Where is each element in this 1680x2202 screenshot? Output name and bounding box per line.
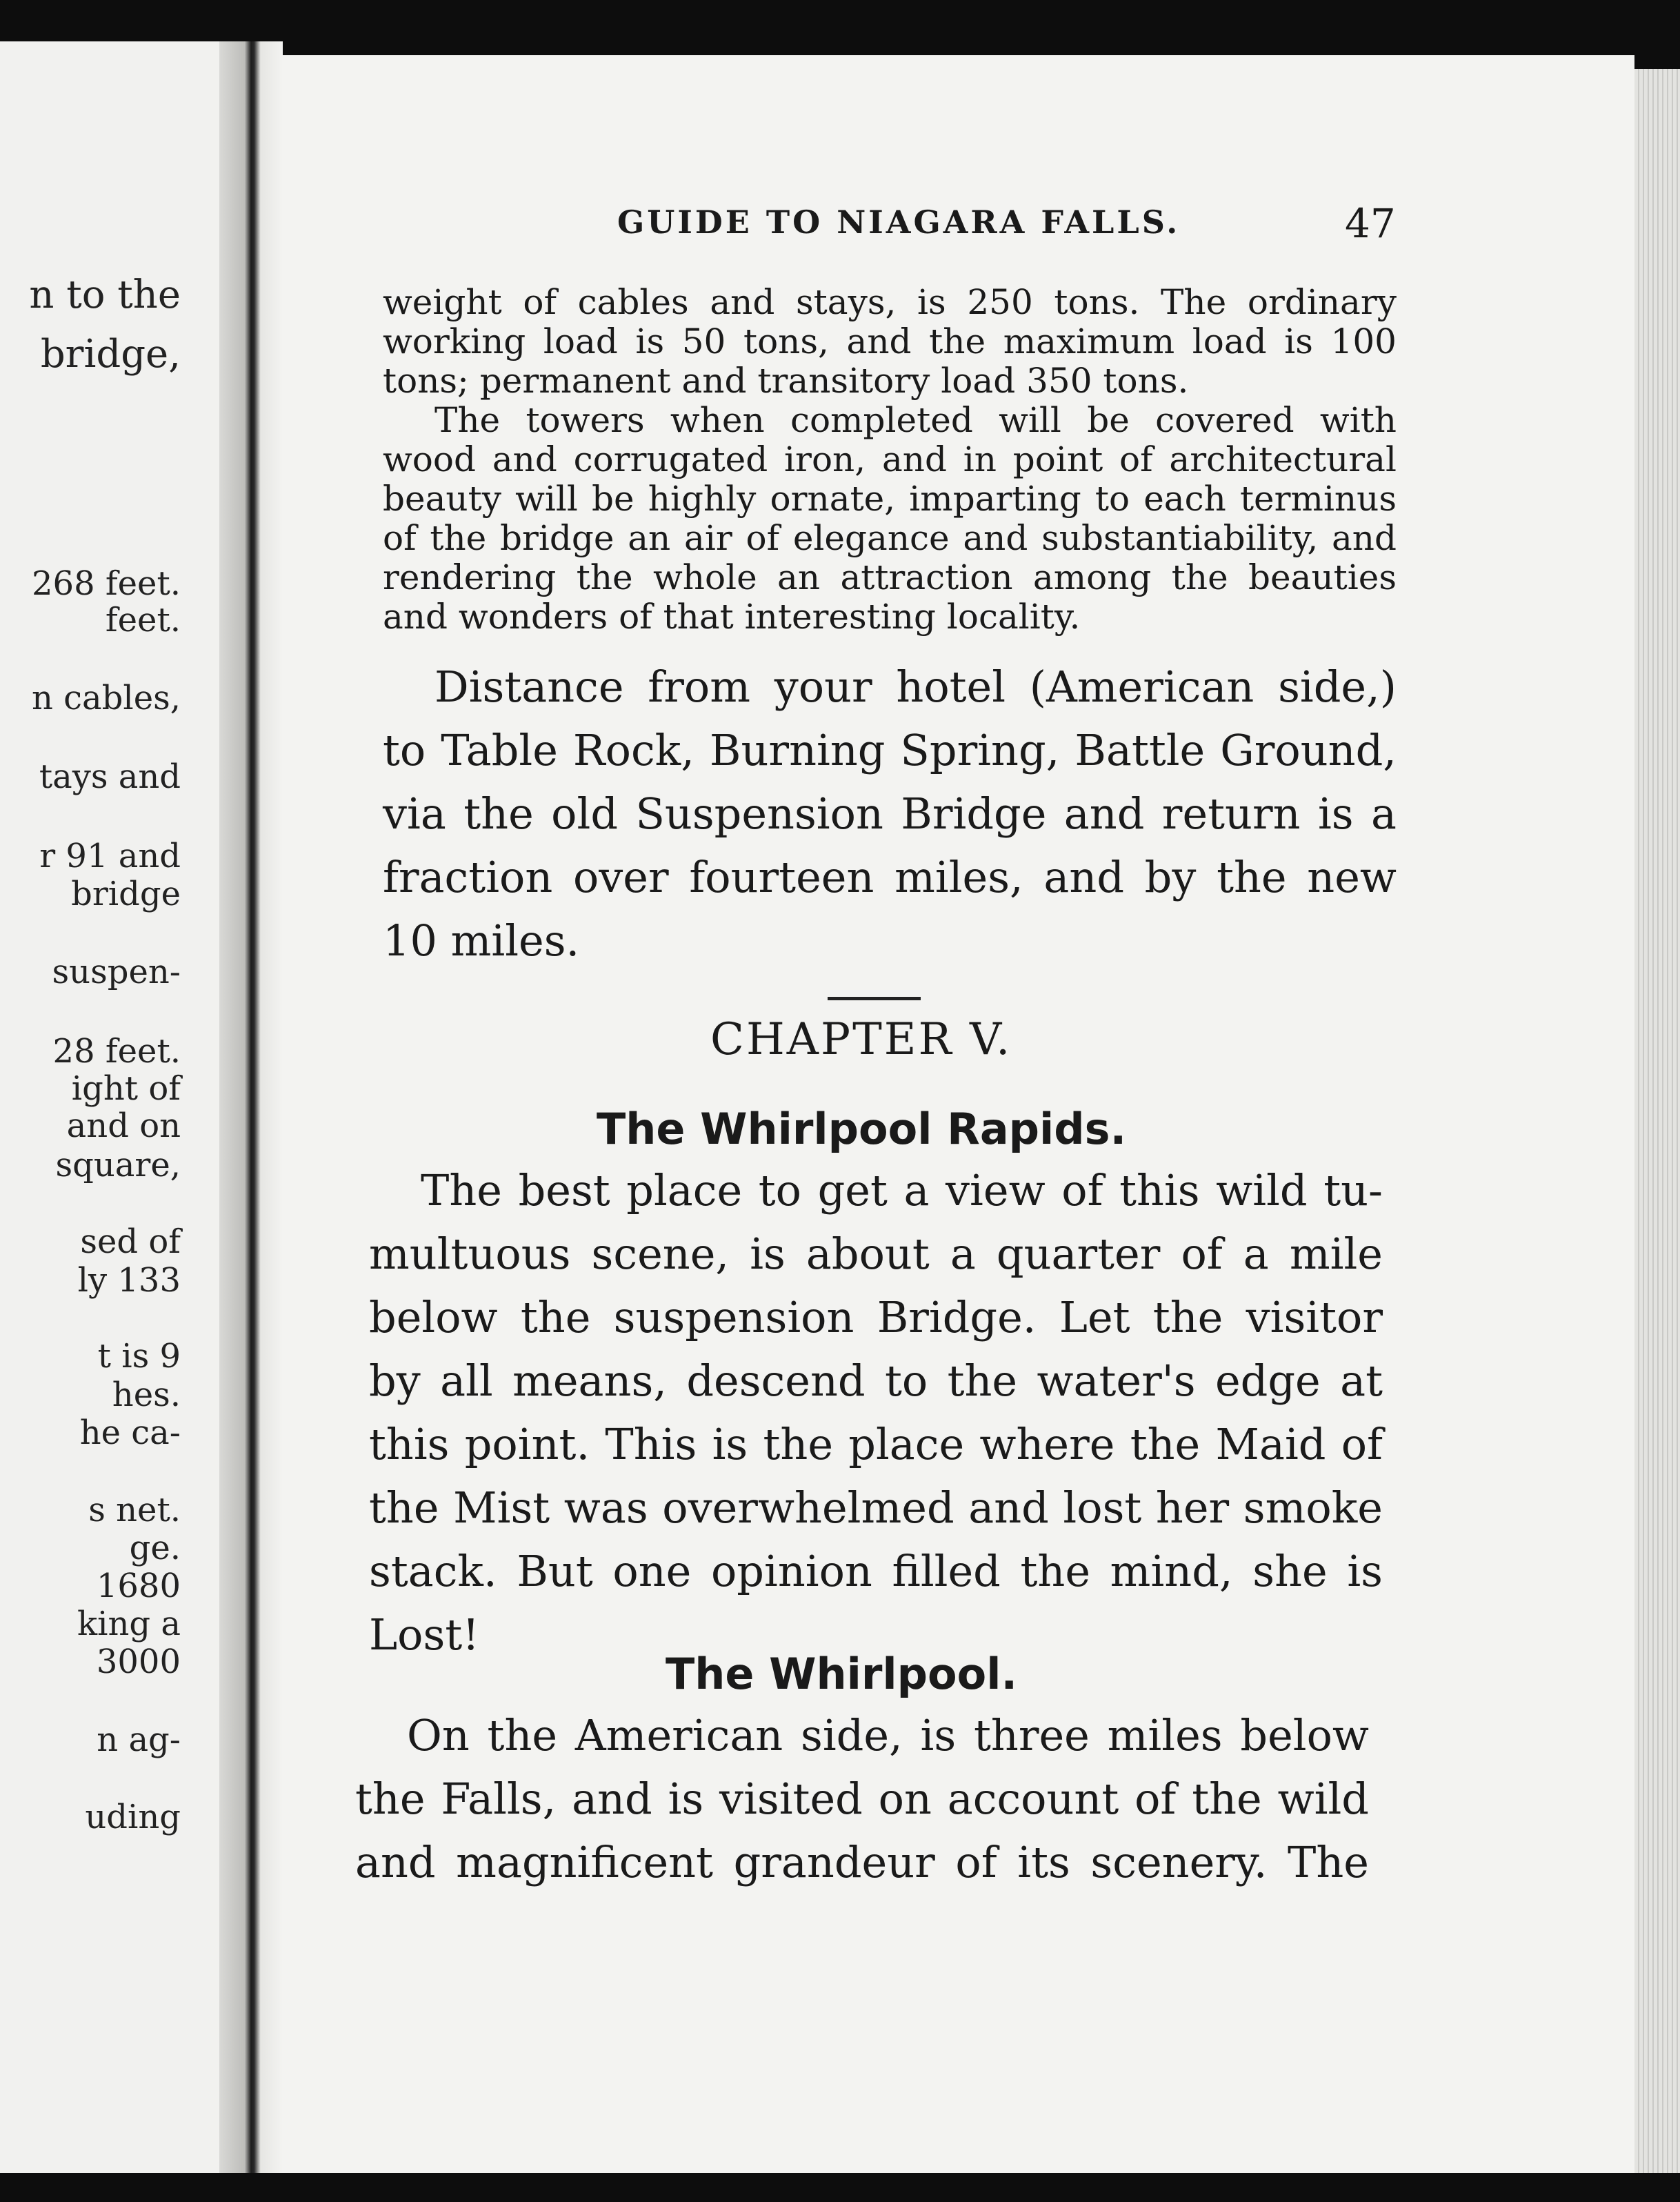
left-fragment: r 91 and: [39, 837, 181, 875]
left-fragment: tays and: [39, 757, 181, 796]
bottom-border: [228, 2173, 1680, 2202]
paragraph: [383, 401, 1397, 637]
left-fragment: uding: [85, 1798, 181, 1836]
left-fragment: s net.: [88, 1491, 181, 1529]
running-head: GUIDE TO NIAGARA FALLS.: [617, 204, 1181, 241]
chapter-title: CHAPTER V.: [710, 1014, 1012, 1065]
text-line: via the old Suspension Bridge and return is a: [383, 788, 1397, 839]
text-line: Lost!: [369, 1609, 480, 1660]
facing-page-fragment: [0, 41, 219, 2173]
text-line: the Mist was overwhelmed and lost her smoke: [369, 1482, 1383, 1533]
text-line: and magnificent grandeur of its scenery. The: [355, 1837, 1369, 1887]
left-fragment: n ag-: [97, 1720, 181, 1759]
text-line: The towers when completed will be covered with: [434, 400, 1397, 440]
text-line: by all means, descend to the water's edge at: [369, 1356, 1383, 1406]
text-line: rendering the whole an attraction among the beauties: [383, 557, 1397, 597]
section-heading: The Whirlpool.: [666, 1649, 1018, 1699]
left-fragment: n cables,: [31, 679, 181, 717]
left-fragment: and on: [66, 1107, 181, 1145]
left-fragment: square,: [55, 1146, 181, 1184]
left-fragment: he ca-: [79, 1414, 181, 1452]
left-fragment: 28 feet.: [52, 1032, 181, 1071]
book-gutter: [219, 41, 283, 2173]
left-fragment: hes.: [112, 1376, 181, 1414]
left-fragment: 268 feet.: [32, 564, 181, 603]
left-fragment: feet.: [105, 601, 181, 639]
left-fragment: bridge: [71, 875, 181, 913]
text-line: The best place to get a view of this wild tu-: [421, 1165, 1383, 1216]
left-fragment: t is 9: [97, 1337, 181, 1376]
text-line: 10 miles.: [383, 915, 580, 966]
text-line: this point. This is the place where the Maid of: [369, 1419, 1383, 1469]
left-fragment: suspen-: [52, 953, 181, 991]
left-fragment: king a: [77, 1605, 181, 1643]
text-line: multuous scene, is about a quarter of a mile: [369, 1229, 1383, 1279]
left-fragment: ly 133: [77, 1261, 181, 1300]
section-heading: The Whirlpool Rapids.: [597, 1104, 1127, 1154]
text-line: of the bridge an air of elegance and substantiability, and: [383, 518, 1397, 558]
left-fragment: bridge,: [40, 332, 181, 377]
paragraph: [383, 283, 1397, 401]
text-line: stack. But one opinion filled the mind, she is: [369, 1546, 1383, 1596]
left-fragment: 3000: [96, 1643, 181, 1681]
text-line: tons; permanent and transitory load 350 tons.: [383, 361, 1189, 401]
paragraph: [383, 655, 1397, 973]
left-fragment: sed of: [80, 1222, 181, 1261]
left-fragment: ight of: [71, 1069, 181, 1108]
page-number: 47: [1345, 200, 1396, 247]
text-line: the Falls, and is visited on account of the wild: [355, 1774, 1369, 1824]
left-fragment: 1680: [96, 1567, 181, 1605]
text-line: working load is 50 tons, and the maximum load is 100: [383, 321, 1397, 361]
text-line: to Table Rock, Burning Spring, Battle Ground,: [383, 725, 1397, 775]
page-edges: [1634, 69, 1680, 2173]
text-line: fraction over fourteen miles, and by the new: [383, 852, 1397, 902]
text-line: beauty will be highly ornate, imparting to each terminus: [383, 479, 1397, 519]
text-line: below the suspension Bridge. Let the visitor: [369, 1292, 1383, 1342]
text-line: On the American side, is three miles below: [407, 1710, 1369, 1760]
paragraph: [369, 1159, 1383, 1667]
text-line: and wonders of that interesting locality.: [383, 597, 1081, 637]
text-line: wood and corrugated iron, and in point of architectural: [383, 439, 1397, 479]
paragraph: [355, 1704, 1369, 1894]
text-line: Distance from your hotel (American side,): [434, 662, 1397, 712]
left-fragment: n to the: [29, 272, 181, 317]
chapter-rule: [828, 997, 921, 1000]
text-line: weight of cables and stays, is 250 tons. The ordinary: [383, 282, 1397, 322]
left-fragment: ge.: [129, 1529, 181, 1567]
